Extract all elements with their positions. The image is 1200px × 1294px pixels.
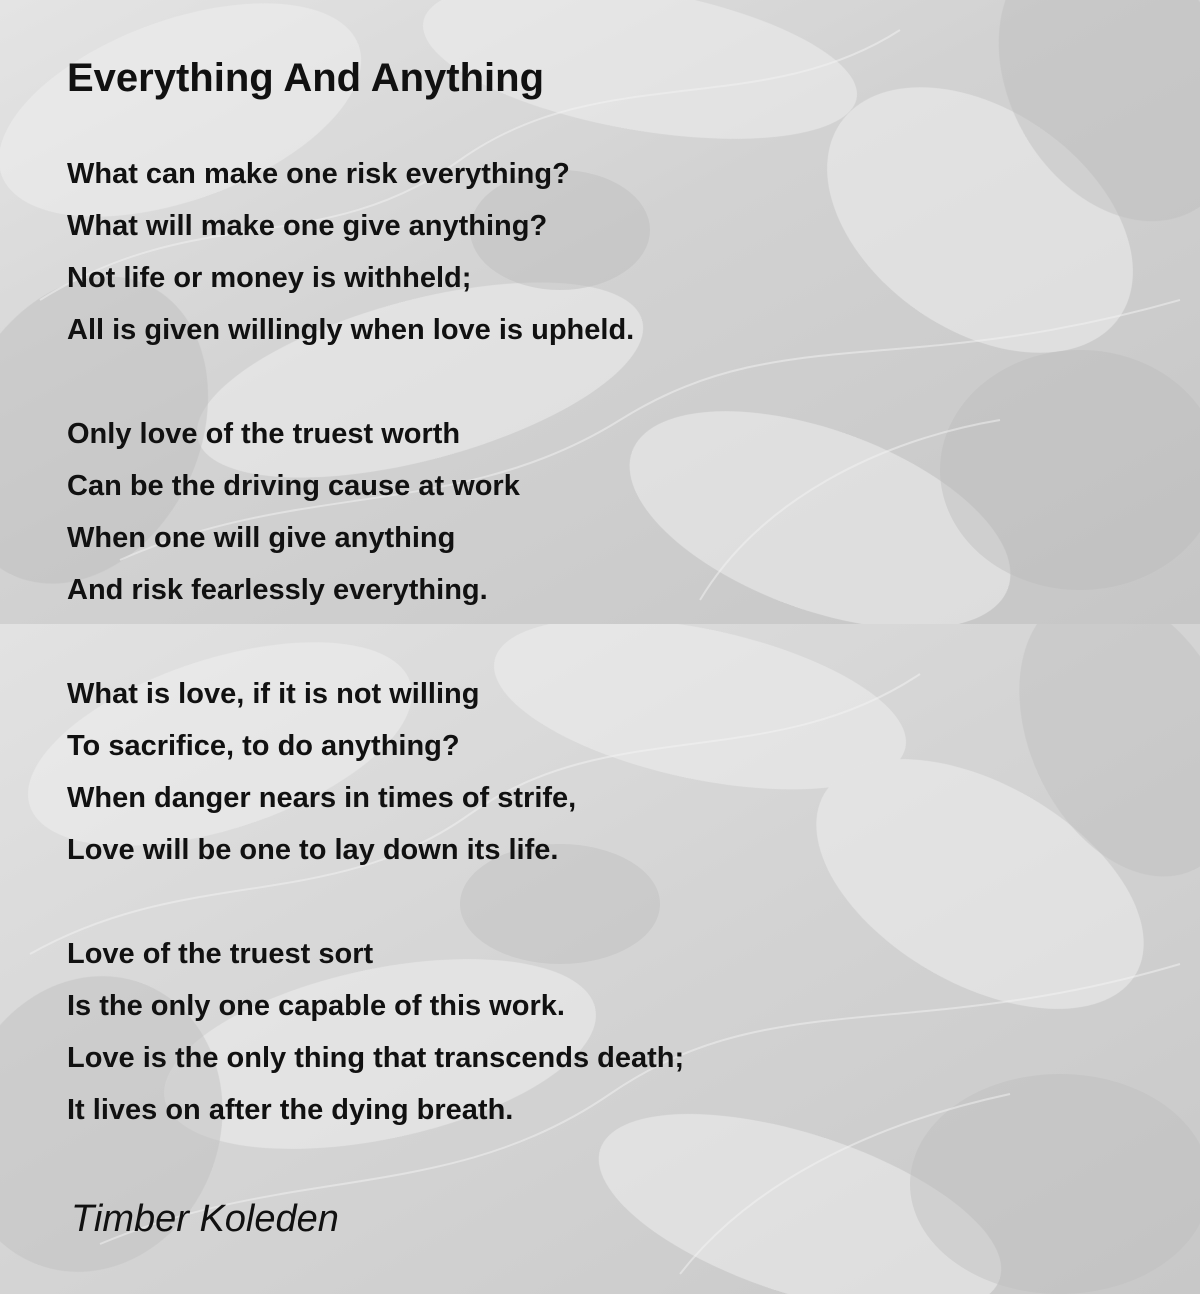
poem-line: Not life or money is withheld; xyxy=(67,262,472,294)
poem-line: To sacrifice, to do anything? xyxy=(67,730,460,762)
poem-line: All is given willingly when love is upheld. xyxy=(67,314,635,346)
stanza-2 xyxy=(67,408,684,616)
poem-author: Timber Koleden xyxy=(71,1198,339,1240)
poem-line: It lives on after the dying breath. xyxy=(67,1094,514,1126)
poem-title: Everything And Anything xyxy=(67,56,545,100)
poem-line: Can be the driving cause at work xyxy=(67,470,520,502)
poem-line: And risk fearlessly everything. xyxy=(67,574,488,606)
stanza-1 xyxy=(67,148,684,356)
stanza-4 xyxy=(67,928,684,1136)
poem-line: Is the only one capable of this work. xyxy=(67,990,565,1022)
poem-line: When danger nears in times of strife, xyxy=(67,782,577,814)
poem-line: Love will be one to lay down its life. xyxy=(67,834,559,866)
poem-line: Love is the only thing that transcends death; xyxy=(67,1042,685,1074)
stanza-3 xyxy=(67,668,684,876)
poem-line: Only love of the truest worth xyxy=(67,418,461,450)
poem-line: What will make one give anything? xyxy=(67,210,548,242)
poem-body xyxy=(67,148,684,1188)
poem-line: What can make one risk everything? xyxy=(67,158,570,190)
poem-line: What is love, if it is not willing xyxy=(67,678,480,710)
poem-line: Love of the truest sort xyxy=(67,938,374,970)
poem-line: When one will give anything xyxy=(67,522,456,554)
